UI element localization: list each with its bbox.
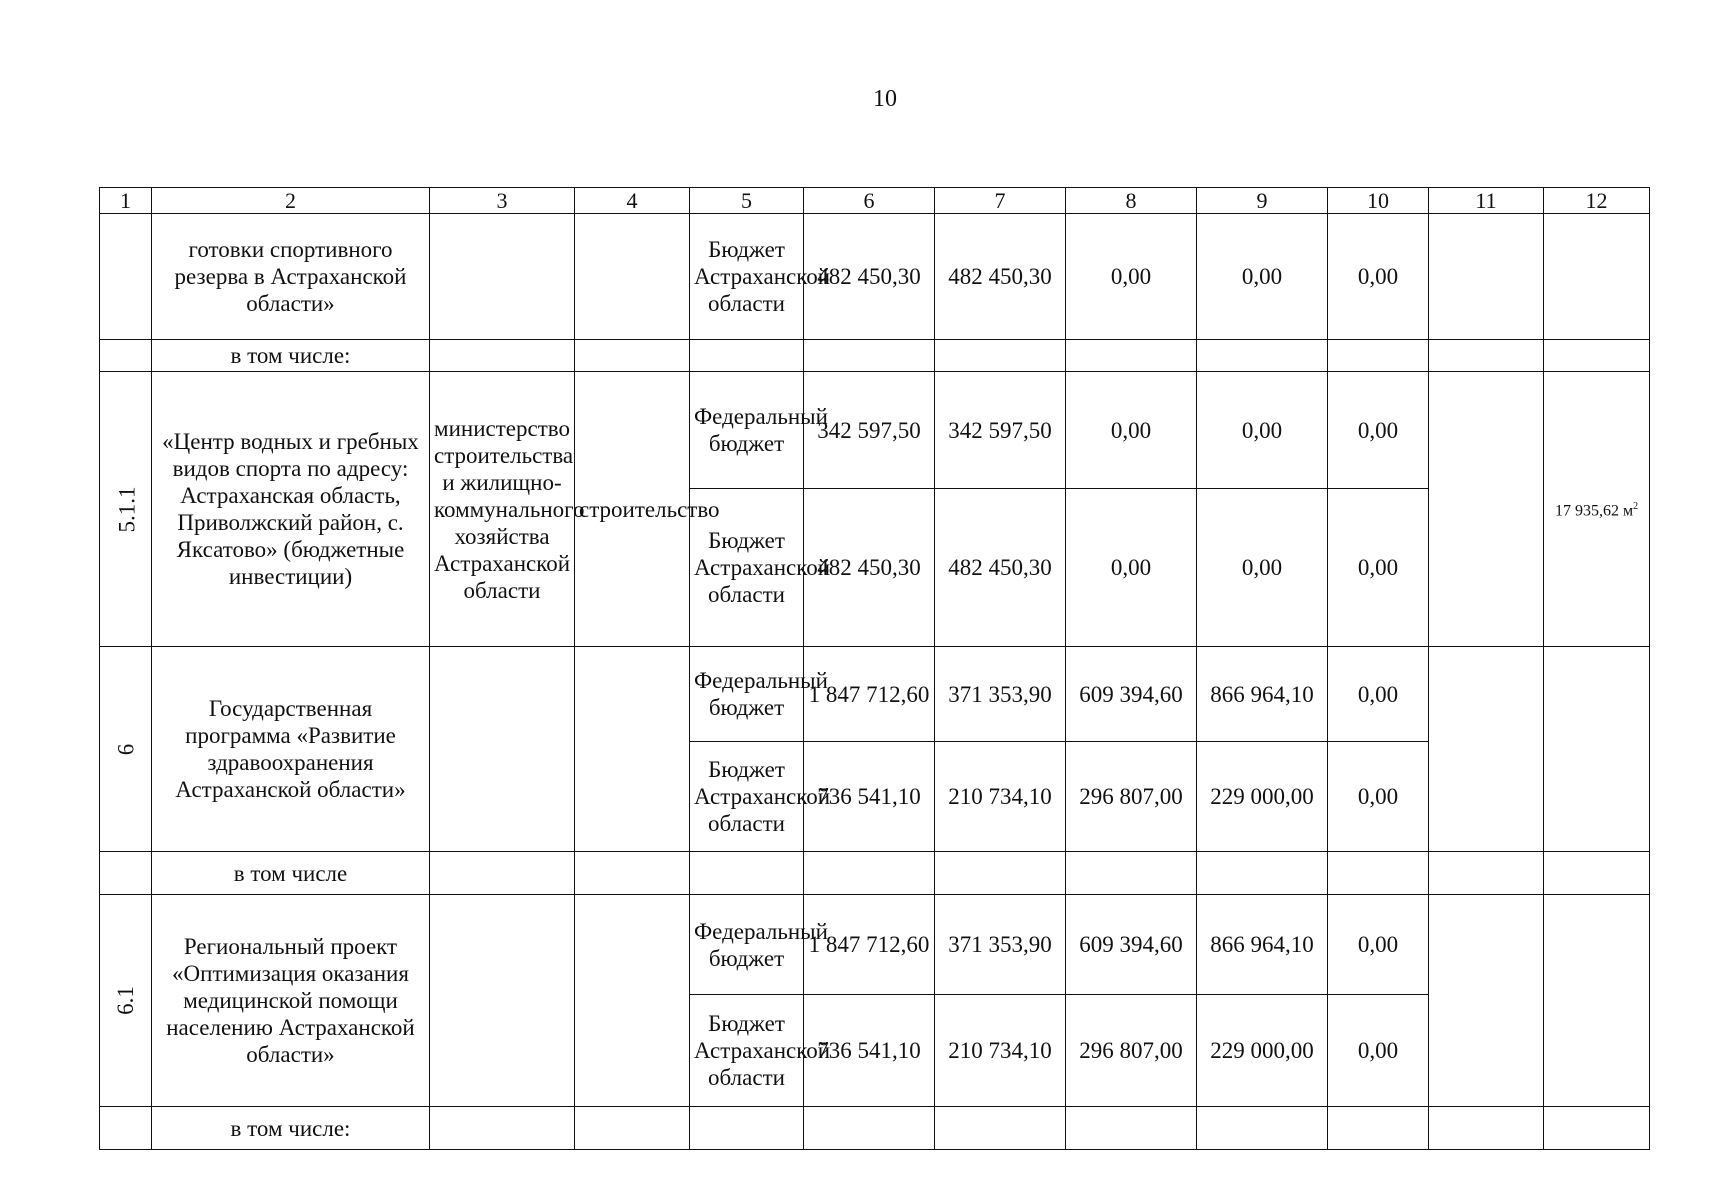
header-cell: 9 xyxy=(1197,188,1328,214)
value-cell: 0,00 xyxy=(1328,895,1429,995)
item-name-cell: Региональный проект «Оптимизация оказания медицинской помощи населению Астраханской области» xyxy=(152,895,430,1107)
value-cell: 0,00 xyxy=(1328,995,1429,1107)
value-cell: 0,00 xyxy=(1066,372,1197,489)
value-cell: 482 450,30 xyxy=(804,489,935,647)
value-cell: 296 807,00 xyxy=(1066,742,1197,852)
value-cell: 371 353,90 xyxy=(935,647,1066,742)
header-row xyxy=(100,188,1650,214)
table-row xyxy=(100,852,1650,895)
executor-cell xyxy=(430,647,575,852)
value-cell: 1 847 712,60 xyxy=(804,895,935,995)
empty-cell xyxy=(1429,214,1544,340)
row-number-cell xyxy=(100,647,152,852)
value-cell: 482 450,30 xyxy=(935,489,1066,647)
executor-cell: министерство строительства и жилищно-коммунального хозяйства Астраханской области xyxy=(430,372,575,647)
value-cell: 0,00 xyxy=(1328,647,1429,742)
row-number-cell xyxy=(100,340,152,372)
value-cell: 229 000,00 xyxy=(1197,742,1328,852)
work-type-cell xyxy=(575,895,690,1107)
capacity-unit-sup: 2 xyxy=(1633,501,1639,513)
value-cell: 866 964,10 xyxy=(1197,647,1328,742)
value-cell: 736 541,10 xyxy=(804,742,935,852)
table-row xyxy=(100,340,1650,372)
header-cell: 7 xyxy=(935,188,1066,214)
value-cell: 0,00 xyxy=(1197,489,1328,647)
capacity-value: 17 935,62 м xyxy=(1554,502,1634,520)
value-cell: 1 847 712,60 xyxy=(804,647,935,742)
header-cell: 6 xyxy=(804,188,935,214)
value-cell: 609 394,60 xyxy=(1066,895,1197,995)
value-cell: 0,00 xyxy=(1328,742,1429,852)
item-name-cell: «Центр водных и гребных видов спорта по адресу: Астраханская область, Приволжский район, с. Яксатово» (бюджетные инвестиции) xyxy=(152,372,430,647)
value-cell: 0,00 xyxy=(1197,372,1328,489)
item-name-cell: Государственная программа «Развитие здравоохранения Астраханской области» xyxy=(152,647,430,852)
row-number-cell xyxy=(100,895,152,1107)
header-cell: 5 xyxy=(690,188,804,214)
row-number: 6 xyxy=(113,743,138,755)
table-row xyxy=(100,372,1650,489)
row-number-cell xyxy=(100,372,152,647)
header-cell: 4 xyxy=(575,188,690,214)
header-cell: 3 xyxy=(430,188,575,214)
budget-table xyxy=(99,187,1650,1150)
work-type-cell xyxy=(575,214,690,340)
value-cell: 482 450,30 xyxy=(935,214,1066,340)
empty-cell xyxy=(1544,647,1650,852)
empty-cell xyxy=(1544,214,1650,340)
row-number-cell xyxy=(100,214,152,340)
table-row xyxy=(100,647,1650,742)
empty-cell xyxy=(1429,372,1544,647)
empty-cell xyxy=(1429,647,1544,852)
value-cell: 229 000,00 xyxy=(1197,995,1328,1107)
value-cell: 736 541,10 xyxy=(804,995,935,1107)
including-label: в том числе: xyxy=(152,340,430,372)
value-cell: 0,00 xyxy=(1066,489,1197,647)
value-cell: 0,00 xyxy=(1328,372,1429,489)
including-label: в том числе xyxy=(152,852,430,895)
row-number-cell xyxy=(100,1107,152,1150)
table-row xyxy=(100,1107,1650,1150)
value-cell: 0,00 xyxy=(1197,214,1328,340)
value-cell: 342 597,50 xyxy=(935,372,1066,489)
header-cell: 2 xyxy=(152,188,430,214)
work-type-cell xyxy=(575,647,690,852)
value-cell: 296 807,00 xyxy=(1066,995,1197,1107)
value-cell: 0,00 xyxy=(1328,214,1429,340)
including-label: в том числе: xyxy=(152,1107,430,1150)
funding-source-cell: Бюджет Астраханской области xyxy=(690,214,804,340)
funding-source-cell: Бюджет Астраханской области xyxy=(690,995,804,1107)
table-row xyxy=(100,214,1650,340)
value-cell: 866 964,10 xyxy=(1197,895,1328,995)
value-cell: 371 353,90 xyxy=(935,895,1066,995)
value-cell: 609 394,60 xyxy=(1066,647,1197,742)
empty-cell xyxy=(1544,895,1650,1107)
value-cell: 482 450,30 xyxy=(804,214,935,340)
funding-source-cell: Федеральный бюджет xyxy=(690,647,804,742)
value-cell: 210 734,10 xyxy=(935,995,1066,1107)
value-cell: 342 597,50 xyxy=(804,372,935,489)
header-cell: 1 xyxy=(100,188,152,214)
funding-source-cell: Бюджет Астраханской области xyxy=(690,489,804,647)
row-number: 5.1.1 xyxy=(114,486,140,532)
value-cell: 0,00 xyxy=(1328,489,1429,647)
header-cell: 11 xyxy=(1429,188,1544,214)
executor-cell xyxy=(430,214,575,340)
header-cell: 8 xyxy=(1066,188,1197,214)
page-number: 10 xyxy=(873,86,897,112)
value-cell: 0,00 xyxy=(1066,214,1197,340)
capacity-cell xyxy=(1544,372,1650,647)
value-cell: 210 734,10 xyxy=(935,742,1066,852)
funding-source-cell: Бюджет Астраханской области xyxy=(690,742,804,852)
funding-source-cell: Федеральный бюджет xyxy=(690,895,804,995)
header-cell: 10 xyxy=(1328,188,1429,214)
header-cell: 12 xyxy=(1544,188,1650,214)
row-number-cell xyxy=(100,852,152,895)
row-number: 6.1 xyxy=(113,986,138,1015)
table-row xyxy=(100,895,1650,995)
item-name-cell: готовки спортивного резерва в Астраханской области» xyxy=(152,214,430,340)
funding-source-cell: Федеральный бюджет xyxy=(690,372,804,489)
empty-cell xyxy=(1429,895,1544,1107)
work-type-cell: строительство xyxy=(575,372,690,647)
executor-cell xyxy=(430,895,575,1107)
